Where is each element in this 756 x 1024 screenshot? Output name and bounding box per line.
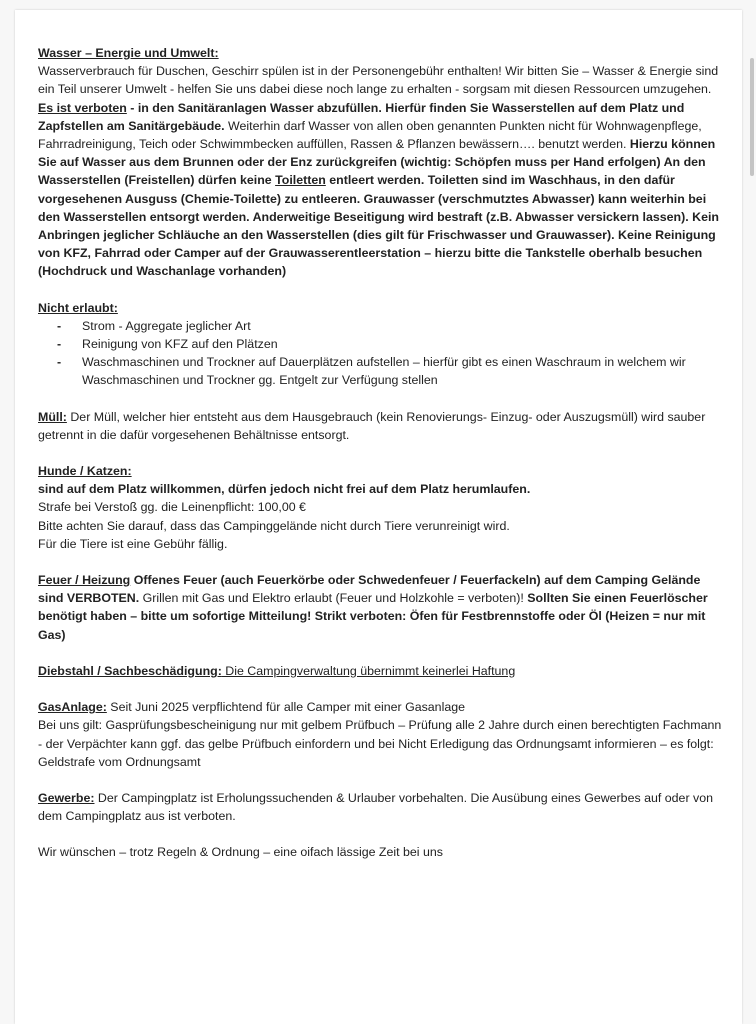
section-gewerbe-text	[38, 789, 728, 825]
wasser-text-7: entleert werden. Toiletten sind im Waschhaus, in den dafür vorgesehenen Ausguss (Chemie-Toilette) zu entleeren. Grauwasser (verschmutztes Abwasser) kann weiterhin bei den Wasserstellen entsorgt werden. Anderweitige Beseitigung wird bestraft (z.B. Abwasser versickern lassen). Kein Anbringen jeglicher Schläuche an den Wasserstellen (dies gilt für Frischwasser und Grauwasser). Keine Reinigung von KFZ, Fahrrad oder Camper auf der Grauwasserentleerstation – hierzu bitte die Tankstelle oberhalb besuchen (Hochdruck und Waschanlage vorhanden)	[38, 173, 719, 279]
feuer-text-2: Grillen mit Gas und Elektro erlaubt (Feuer und Holzkohle = verboten)!	[139, 591, 528, 606]
section-wasser-heading: Wasser – Energie und Umwelt:	[38, 46, 219, 60]
section-diebstahl-heading: Diebstahl / Sachbeschädigung:	[38, 663, 222, 678]
section-gewerbe-heading: Gewerbe:	[38, 790, 95, 805]
section-feuer-text	[38, 571, 728, 644]
list-item-text: Reinigung von KFZ auf den Plätzen	[82, 337, 278, 352]
wasser-text-1: Wasserverbrauch für Duschen, Geschirr spülen ist in der Personengebühr enthalten! Wir bitten Sie – Wasser & Energie sind ein Teil unserer Umwelt - helfen Sie uns dabei diese noch lange zu erhalten - sorgsam mit diesen Ressourcen umzugehen.	[38, 64, 719, 97]
section-gewerbe	[38, 789, 728, 825]
section-gas-line-1	[38, 698, 728, 716]
wasser-text-3: - in den Sanitäranlagen Wasser abzufüllen. Hierfür finden Sie Wasserstellen auf dem Platz und Zapfstellen am Sanitärgebäude.	[38, 100, 685, 133]
section-wasser-text	[38, 62, 728, 280]
list-item	[38, 335, 728, 353]
dash-bullet: -	[57, 318, 62, 333]
gas-text-1: Seit Juni 2025 verpflichtend für alle Camper mit einer Gasanlage	[106, 700, 466, 715]
dash-bullet: -	[57, 337, 62, 352]
section-hunde-heading: Hunde / Katzen:	[38, 464, 132, 479]
wasser-text-5: Hierzu können Sie auf Wasser aus dem Brunnen oder der Enz zurückgreifen (wichtig: Schöpfen muss per Hand erfolgen) An den Wasserstellen (Freistellen) dürfen keine	[38, 137, 716, 188]
scrollbar-thumb[interactable]	[750, 58, 754, 176]
feuer-text-1: Offenes Feuer (auch Feuerkörbe oder Schwedenfeuer / Feuerfackeln) auf dem Camping Gelände sind VERBOTEN.	[38, 573, 701, 606]
section-gas-heading: GasAnlage:	[38, 700, 107, 715]
diebstahl-text: Die Campingverwaltung übernimmt keinerlei Haftung	[221, 663, 516, 678]
closing-line: Wir wünschen – trotz Regeln & Ordnung – eine oifach lässige Zeit bei uns	[38, 845, 443, 860]
section-wasser	[38, 44, 728, 281]
muell-text: Der Müll, welcher hier entsteht aus dem Hausgebrauch (kein Renovierungs- Einzug- oder Auszugsmüll) wird sauber getrennt in die dafür vorgesehenen Behältnisse entsorgt.	[38, 409, 706, 442]
list-item-text: Waschmaschinen und Trockner auf Dauerplätzen aufstellen – hierfür gibt es einen Waschraum in welchem wir Waschmaschinen und Trockner gg. Entgelt zur Verfügung stellen	[82, 355, 686, 388]
section-feuer	[38, 571, 728, 644]
section-diebstahl	[38, 662, 728, 680]
gas-text-2: Bei uns gilt: Gasprüfungsbescheinigung nur mit gelbem Prüfbuch – Prüfung alle 2 Jahre durch einen berechtigten Fachmann - der Verpächter kann ggf. das gelbe Prüfbuch einfordern und bei Nicht Erledigung das Ordnungsamt informieren – es folgt: Geldstrafe vom Ordnungsamt	[38, 718, 722, 769]
list-item	[38, 317, 728, 335]
section-gas	[38, 698, 728, 771]
wasser-verboten: Es ist verboten	[38, 100, 127, 115]
list-item	[38, 353, 728, 389]
dash-bullet: -	[57, 355, 62, 370]
hunde-bold-line: sind auf dem Platz willkommen, dürfen jedoch nicht frei auf dem Platz herumlaufen.	[38, 482, 531, 497]
wasser-toiletten: Toiletten	[275, 173, 326, 188]
section-muell	[38, 408, 728, 444]
section-nicht-erlaubt-heading: Nicht erlaubt:	[38, 300, 118, 315]
wasser-text-4: Weiterhin darf Wasser von allen oben genannten Punkten nicht für Wohnwagenpflege, Fahrradreinigung, Teich oder Schwimmbecken auffüllen, Rassen & Pflanzen bewässern…. benutzt werden.	[38, 118, 702, 152]
hunde-line-2: Strafe bei Verstoß gg. die Leinenpflicht: 100,00 €	[38, 500, 306, 515]
section-hunde	[38, 462, 728, 553]
section-diebstahl-text	[38, 662, 728, 680]
section-feuer-heading: Feuer / Heizung	[38, 573, 131, 588]
section-nicht-erlaubt	[38, 299, 728, 390]
feuer-text-3: Sollten Sie einen Feuerlöscher benötigt haben – bitte um sofortige Mitteilung! Strikt verboten: Öfen für Festbrennstoffe oder Öl (Heizen = nur mit Gas)	[38, 591, 708, 642]
hunde-line-3: Bitte achten Sie darauf, dass das Campinggelände nicht durch Tiere verunreinigt wird.	[38, 518, 510, 533]
list-item-text: Strom - Aggregate jeglicher Art	[82, 318, 251, 333]
nicht-erlaubt-list	[38, 317, 728, 390]
hunde-line-4: Für die Tiere ist eine Gebühr fällig.	[38, 536, 228, 551]
section-muell-heading: Müll:	[38, 409, 67, 424]
document-body	[38, 44, 728, 862]
gewerbe-text: Der Campingplatz ist Erholungssuchenden & Urlauber vorbehalten. Die Ausübung eines Gewerbes auf oder von dem Campingplatz aus ist verboten.	[38, 790, 713, 824]
section-muell-text	[38, 408, 728, 444]
